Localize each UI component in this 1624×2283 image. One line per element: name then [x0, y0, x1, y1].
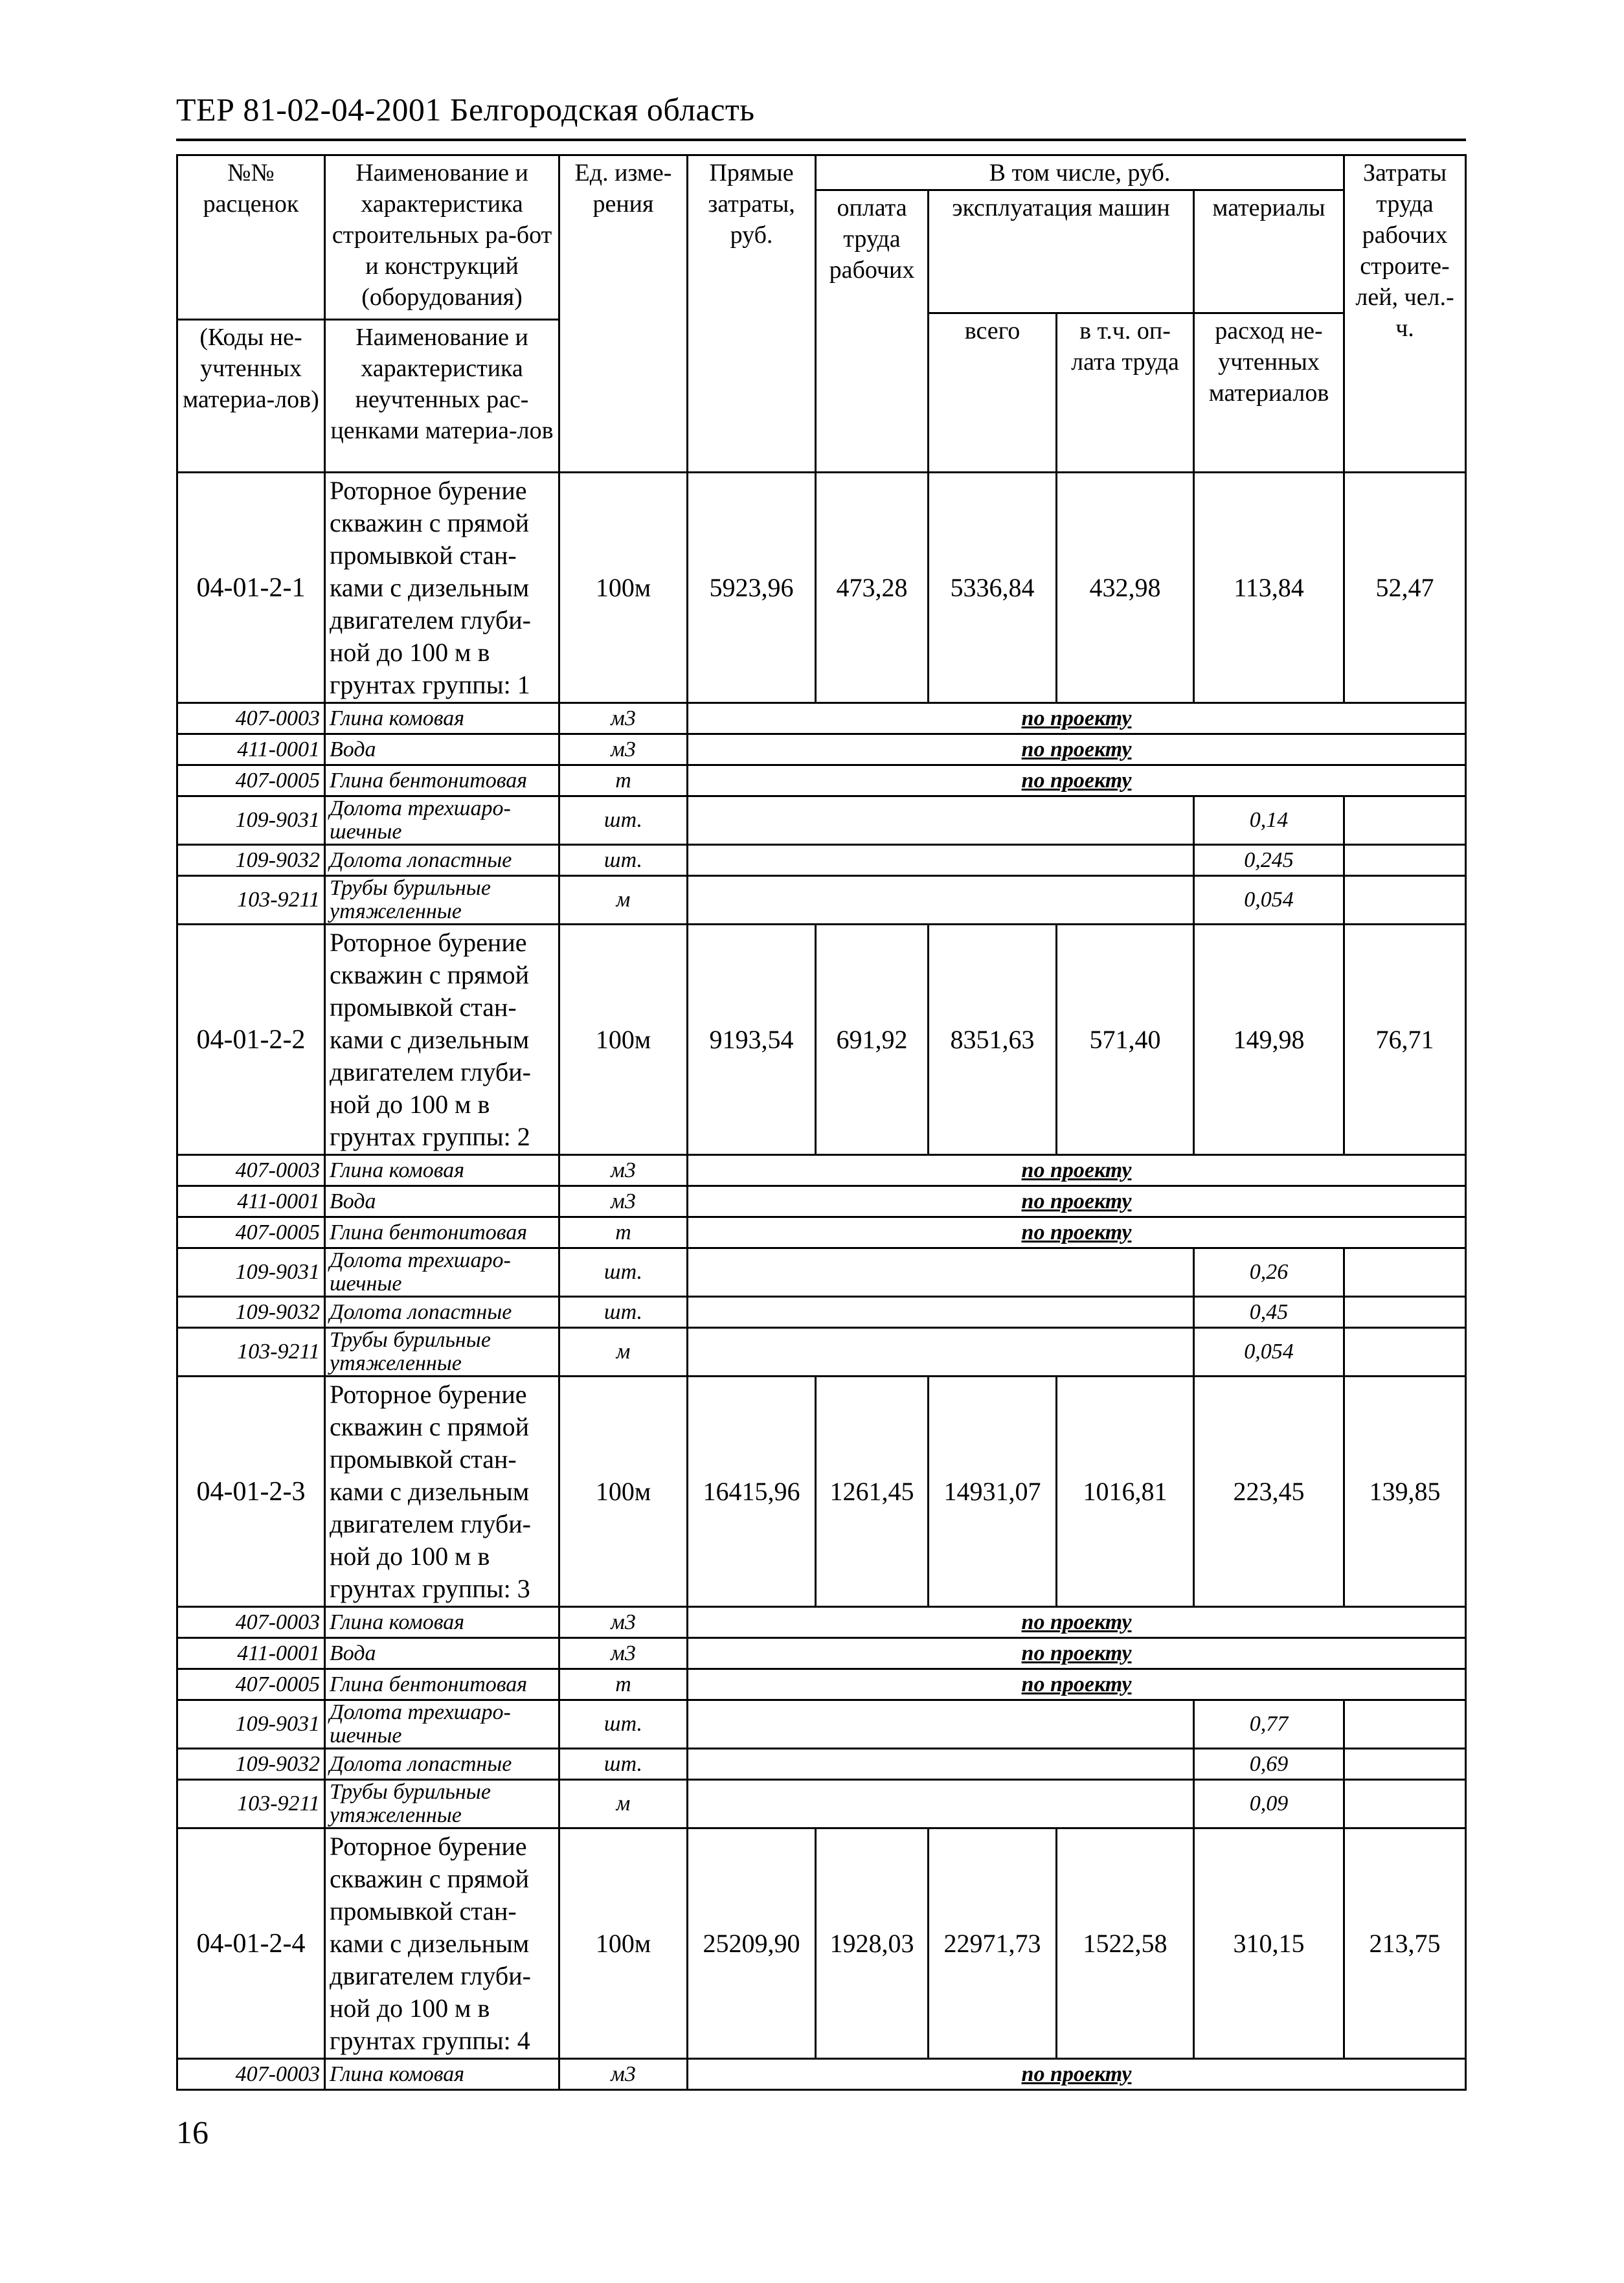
- material-row: [177, 703, 1466, 734]
- material-name: Долота трехшаро-шечные: [325, 796, 559, 845]
- head-name: Наименование и характеристика строительных ра-бот и конструкций (оборудования): [325, 155, 559, 320]
- rates-table: [176, 154, 1467, 2091]
- material-name: Долота трехшаро-шечные: [325, 1248, 559, 1297]
- material-value: по проекту: [688, 1607, 1466, 1638]
- material-name: Долота лопастные: [325, 845, 559, 876]
- material-value: по проекту: [688, 1638, 1466, 1669]
- material-unit: м: [559, 1328, 688, 1377]
- material-value: по проекту: [688, 2059, 1466, 2090]
- page-number: 16: [176, 2114, 209, 2150]
- rate-labor-pay: 1928,03: [816, 1828, 929, 2059]
- rate-unit: 100м: [559, 473, 688, 703]
- material-unit: шт.: [559, 1749, 688, 1780]
- head-machines: эксплуатация машин: [929, 190, 1194, 313]
- material-blank: [1344, 845, 1466, 876]
- rate-labor-hours: 52,47: [1344, 473, 1466, 703]
- material-code: 411-0001: [177, 1638, 325, 1669]
- material-row: [177, 1638, 1466, 1669]
- rate-labor-hours: 213,75: [1344, 1828, 1466, 2059]
- material-name: Долота лопастные: [325, 1749, 559, 1780]
- material-unit: шт.: [559, 1297, 688, 1328]
- material-blank: [688, 796, 1194, 845]
- material-blank: [688, 1328, 1194, 1377]
- material-row: [177, 1217, 1466, 1248]
- material-row: [177, 734, 1466, 765]
- rate-machines-total: 14931,07: [929, 1377, 1057, 1607]
- rates-body: [177, 155, 1466, 2090]
- material-value: 0,45: [1194, 1297, 1344, 1328]
- rate-row: [177, 473, 1466, 703]
- rate-labor-pay: 691,92: [816, 925, 929, 1155]
- material-code: 109-9032: [177, 845, 325, 876]
- material-value: 0,245: [1194, 845, 1344, 876]
- material-value: 0,054: [1194, 1328, 1344, 1377]
- rate-machines-total: 22971,73: [929, 1828, 1057, 2059]
- rate-row: [177, 925, 1466, 1155]
- material-name: Глина бентонитовая: [325, 765, 559, 796]
- material-value: по проекту: [688, 1217, 1466, 1248]
- rate-unit: 100м: [559, 1828, 688, 2059]
- material-row: [177, 1607, 1466, 1638]
- material-name: Трубы бурильные утяжеленные: [325, 1328, 559, 1377]
- material-row: [177, 845, 1466, 876]
- material-value: по проекту: [688, 1669, 1466, 1700]
- rate-machines-labor: 571,40: [1057, 925, 1194, 1155]
- rate-machines-total: 8351,63: [929, 925, 1057, 1155]
- material-code: 109-9031: [177, 796, 325, 845]
- rate-code: 04-01-2-4: [177, 1828, 325, 2059]
- material-code: 103-9211: [177, 1780, 325, 1828]
- rate-unit: 100м: [559, 925, 688, 1155]
- material-row: [177, 1155, 1466, 1186]
- head-unit: Ед. изме-рения: [559, 155, 688, 473]
- material-unit: м3: [559, 1186, 688, 1217]
- material-value: по проекту: [688, 1186, 1466, 1217]
- material-value: 0,054: [1194, 876, 1344, 925]
- material-code: 407-0003: [177, 2059, 325, 2090]
- material-code: 407-0005: [177, 1669, 325, 1700]
- material-value: по проекту: [688, 765, 1466, 796]
- rate-name: Роторное бурение скважин с прямой промывкой стан-ками с дизельным двигателем глуби-ной до 100 м в грунтах группы: 2: [325, 925, 559, 1155]
- rate-machines-labor: 432,98: [1057, 473, 1194, 703]
- rate-materials: 310,15: [1194, 1828, 1344, 2059]
- rate-name: Роторное бурение скважин с прямой промывкой стан-ками с дизельным двигателем глуби-ной до 100 м в грунтах группы: 4: [325, 1828, 559, 2059]
- material-value: 0,77: [1194, 1700, 1344, 1749]
- material-code: 407-0005: [177, 1217, 325, 1248]
- material-row: [177, 1328, 1466, 1377]
- rate-direct-cost: 9193,54: [688, 925, 816, 1155]
- material-unit: м: [559, 876, 688, 925]
- material-name: Трубы бурильные утяжеленные: [325, 876, 559, 925]
- material-name: Трубы бурильные утяжеленные: [325, 1780, 559, 1828]
- rate-labor-pay: 1261,45: [816, 1377, 929, 1607]
- material-unit: т: [559, 1669, 688, 1700]
- material-unit: м: [559, 1780, 688, 1828]
- material-blank: [688, 1780, 1194, 1828]
- head-code-sub: (Коды не-учтенных материа-лов): [177, 320, 325, 473]
- material-name: Глина бентонитовая: [325, 1217, 559, 1248]
- material-blank: [688, 1297, 1194, 1328]
- material-name: Вода: [325, 734, 559, 765]
- material-blank: [1344, 1780, 1466, 1828]
- material-unit: шт.: [559, 1700, 688, 1749]
- material-row: [177, 796, 1466, 845]
- material-row: [177, 765, 1466, 796]
- material-value: по проекту: [688, 703, 1466, 734]
- material-row: [177, 1248, 1466, 1297]
- rate-materials: 113,84: [1194, 473, 1344, 703]
- material-row: [177, 876, 1466, 925]
- rate-direct-cost: 5923,96: [688, 473, 816, 703]
- head-labor-pay: оплата труда рабочих: [816, 190, 929, 473]
- rate-labor-pay: 473,28: [816, 473, 929, 703]
- rate-materials: 223,45: [1194, 1377, 1344, 1607]
- material-blank: [1344, 1749, 1466, 1780]
- material-value: 0,69: [1194, 1749, 1344, 1780]
- material-code: 407-0003: [177, 1607, 325, 1638]
- material-unit: шт.: [559, 845, 688, 876]
- material-value: по проекту: [688, 734, 1466, 765]
- material-code: 407-0003: [177, 1155, 325, 1186]
- material-unit: т: [559, 765, 688, 796]
- material-value: 0,14: [1194, 796, 1344, 845]
- page-header: ТЕР 81-02-04-2001 Белгородская область: [176, 91, 755, 128]
- head-machines-total: всего: [929, 313, 1057, 473]
- material-unit: м3: [559, 1607, 688, 1638]
- material-name: Глина комовая: [325, 703, 559, 734]
- rate-row: [177, 1377, 1466, 1607]
- material-row: [177, 1780, 1466, 1828]
- rate-code: 04-01-2-1: [177, 473, 325, 703]
- material-row: [177, 1749, 1466, 1780]
- material-unit: м3: [559, 734, 688, 765]
- rate-direct-cost: 25209,90: [688, 1828, 816, 2059]
- material-code: 103-9211: [177, 1328, 325, 1377]
- material-row: [177, 1186, 1466, 1217]
- head-name-sub: Наименование и характеристика неучтенных рас-ценками материа-лов: [325, 320, 559, 473]
- material-code: 407-0003: [177, 703, 325, 734]
- rate-labor-hours: 76,71: [1344, 925, 1466, 1155]
- material-unit: м3: [559, 2059, 688, 2090]
- rate-unit: 100м: [559, 1377, 688, 1607]
- material-value: по проекту: [688, 1155, 1466, 1186]
- material-code: 407-0005: [177, 765, 325, 796]
- head-labor: Затраты труда рабочих строите-лей, чел.-ч.: [1344, 155, 1466, 473]
- material-value: 0,26: [1194, 1248, 1344, 1297]
- material-code: 103-9211: [177, 876, 325, 925]
- material-name: Вода: [325, 1638, 559, 1669]
- material-row: [177, 1700, 1466, 1749]
- material-code: 411-0001: [177, 1186, 325, 1217]
- material-blank: [688, 1700, 1194, 1749]
- header-row-1: [177, 155, 1466, 190]
- rate-name: Роторное бурение скважин с прямой промывкой стан-ками с дизельным двигателем глуби-ной до 100 м в грунтах группы: 1: [325, 473, 559, 703]
- material-name: Вода: [325, 1186, 559, 1217]
- material-code: 109-9031: [177, 1248, 325, 1297]
- material-blank: [688, 1248, 1194, 1297]
- material-blank: [1344, 1700, 1466, 1749]
- material-name: Глина комовая: [325, 1155, 559, 1186]
- material-blank: [1344, 1297, 1466, 1328]
- material-blank: [688, 876, 1194, 925]
- head-direct: Прямые затраты, руб.: [688, 155, 816, 473]
- rate-labor-hours: 139,85: [1344, 1377, 1466, 1607]
- material-unit: шт.: [559, 1248, 688, 1297]
- head-code: №№ расценок: [177, 155, 325, 320]
- material-value: 0,09: [1194, 1780, 1344, 1828]
- material-name: Глина комовая: [325, 2059, 559, 2090]
- rate-materials: 149,98: [1194, 925, 1344, 1155]
- material-unit: шт.: [559, 796, 688, 845]
- head-incl: В том числе, руб.: [816, 155, 1344, 190]
- header-rule: [176, 139, 1466, 141]
- rate-code: 04-01-2-2: [177, 925, 325, 1155]
- material-blank: [1344, 796, 1466, 845]
- material-name: Долота трехшаро-шечные: [325, 1700, 559, 1749]
- rate-direct-cost: 16415,96: [688, 1377, 816, 1607]
- rate-name: Роторное бурение скважин с прямой промывкой стан-ками с дизельным двигателем глуби-ной до 100 м в грунтах группы: 3: [325, 1377, 559, 1607]
- head-machines-labor: в т.ч. оп-лата труда: [1057, 313, 1194, 473]
- material-unit: м3: [559, 1638, 688, 1669]
- material-name: Долота лопастные: [325, 1297, 559, 1328]
- material-blank: [1344, 1328, 1466, 1377]
- material-name: Глина комовая: [325, 1607, 559, 1638]
- material-unit: м3: [559, 1155, 688, 1186]
- material-blank: [1344, 1248, 1466, 1297]
- material-unit: т: [559, 1217, 688, 1248]
- material-row: [177, 2059, 1466, 2090]
- rate-machines-labor: 1016,81: [1057, 1377, 1194, 1607]
- head-materials: материалы: [1194, 190, 1344, 313]
- material-code: 109-9032: [177, 1297, 325, 1328]
- material-blank: [688, 1749, 1194, 1780]
- material-unit: м3: [559, 703, 688, 734]
- material-code: 109-9031: [177, 1700, 325, 1749]
- rate-row: [177, 1828, 1466, 2059]
- material-blank: [1344, 876, 1466, 925]
- rate-code: 04-01-2-3: [177, 1377, 325, 1607]
- material-row: [177, 1297, 1466, 1328]
- material-blank: [688, 845, 1194, 876]
- rate-machines-total: 5336,84: [929, 473, 1057, 703]
- rate-machines-labor: 1522,58: [1057, 1828, 1194, 2059]
- material-code: 411-0001: [177, 734, 325, 765]
- material-code: 109-9032: [177, 1749, 325, 1780]
- head-materials-sub: расход не-учтенных материалов: [1194, 313, 1344, 473]
- material-row: [177, 1669, 1466, 1700]
- material-name: Глина бентонитовая: [325, 1669, 559, 1700]
